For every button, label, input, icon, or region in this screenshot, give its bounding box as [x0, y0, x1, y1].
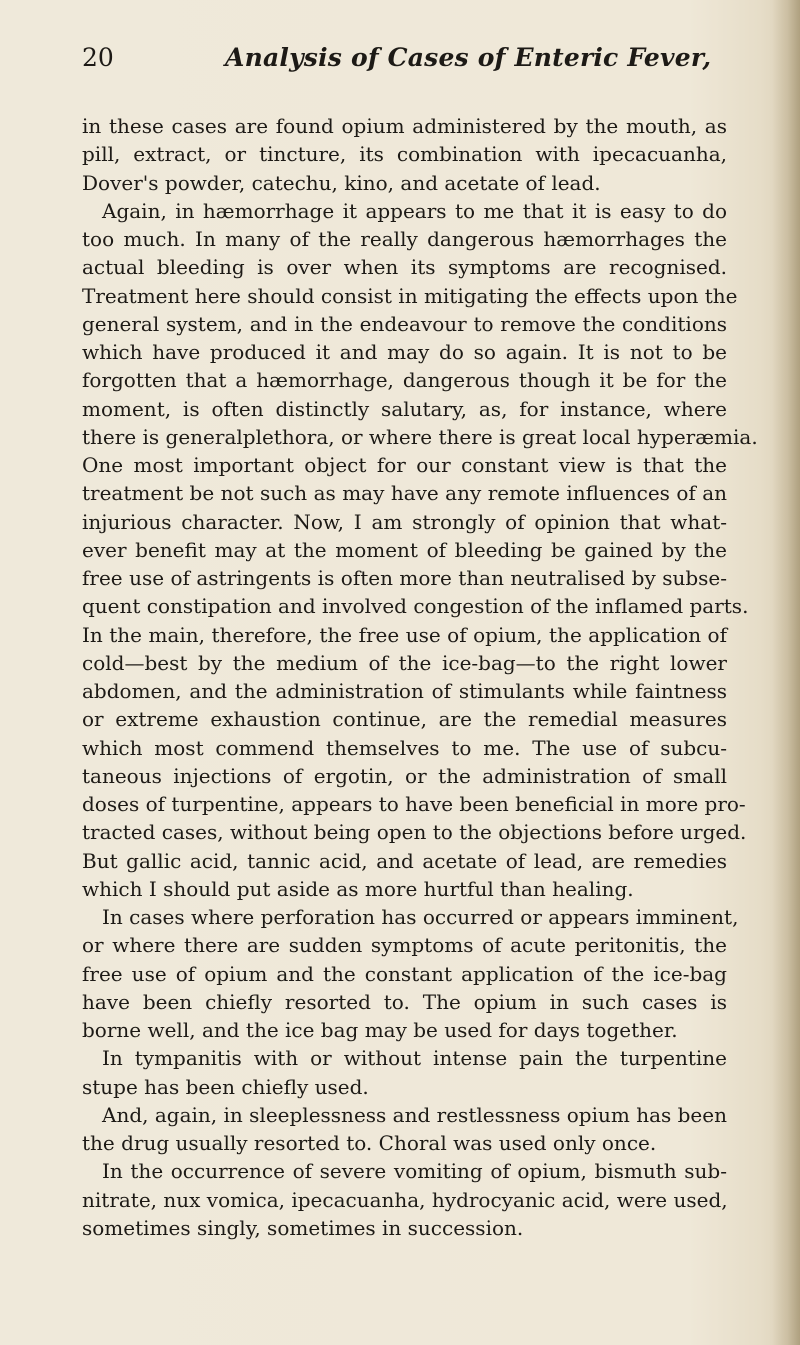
text-line: Again, in hæmorrhage it appears to me that it is easy to do — [102, 198, 727, 223]
text-line: too much. In many of the really dangerous hæmorrhages the — [82, 227, 727, 251]
text-line: Treatment here should consist in mitigating the effects upon the — [82, 283, 738, 308]
text-line: injurious character. Now, I am strongly of opinion that what- — [82, 509, 727, 534]
text-line: taneous injections of ergotin, or the administration of small — [82, 763, 727, 788]
text-line: nitrate, nux vomica, ipecacuanha, hydrocyanic acid, were used, — [82, 1187, 728, 1212]
text-line: treatment be not such as may have any remote influences of an — [82, 481, 727, 506]
text-line: or where there are sudden symptoms of acute peritonitis, the — [82, 933, 727, 958]
text-line: moment, is often distinctly salutary, as, for instance, where — [82, 396, 727, 421]
text-line: One most important object for our constant view is that the — [82, 453, 727, 477]
text-line: free use of astringents is often more than neutralised by subse- — [82, 566, 727, 590]
text-line: In cases where perforation has occurred or appears imminent, — [102, 905, 739, 929]
text-line: there is generalplethora, or where there is great local hyperæmia. — [82, 424, 758, 449]
text-line: abdomen, and the administration of stimulants while faintness — [82, 679, 727, 703]
text-line: in these cases are found opium administered by the mouth, as — [82, 114, 727, 138]
text-line: ever benefit may at the moment of bleeding be gained by the — [82, 537, 727, 562]
page-header — [0, 42, 800, 84]
text-line: forgotten that a hæmorrhage, dangerous though it be for the — [82, 368, 727, 393]
text-line: And, again, in sleeplessness and restlessness opium has been — [102, 1102, 727, 1127]
text-line: general system, and in the endeavour to remove the conditions — [82, 311, 727, 336]
text-line: borne well, and the ice bag may be used for days together. — [82, 1018, 678, 1042]
text-line: quent constipation and involved congestion of the inflamed parts. — [82, 594, 749, 619]
text-line: the drug usually resorted to. Choral was used only once. — [82, 1131, 657, 1155]
text-line: Dover's powder, catechu, kino, and acetate of lead. — [82, 170, 601, 195]
text-line: But gallic acid, tannic acid, and acetate of lead, are remedies — [82, 848, 727, 873]
text-line: stupe has been chiefly used. — [82, 1074, 369, 1099]
text-line: free use of opium and the constant application of the ice-bag — [82, 961, 727, 986]
text-line: which have produced it and may do so again. It is not to be — [82, 340, 727, 364]
body-text — [82, 112, 758, 1242]
text-line: In the main, therefore, the free use of opium, the application of — [82, 622, 727, 647]
text-line: tracted cases, without being open to the objections before urged. — [82, 820, 747, 845]
running-title: Analysis of Cases of Enteric Fever, — [225, 43, 712, 72]
text-line: In the occurrence of severe vomiting of opium, bismuth sub- — [102, 1159, 727, 1184]
page-number: 20 — [82, 43, 114, 72]
text-line: cold—best by the medium of the ice-bag—to the right lower — [82, 650, 727, 675]
text-line: have been chiefly resorted to. The opium in such cases is — [82, 989, 727, 1014]
text-line: which I should put aside as more hurtful than healing. — [82, 876, 634, 901]
text-line: sometimes singly, sometimes in succession. — [82, 1215, 524, 1240]
text-line: In tympanitis with or without intense pain the turpentine — [102, 1046, 727, 1071]
text-line: actual bleeding is over when its symptoms are recognised. — [82, 255, 727, 280]
text-line: doses of turpentine, appears to have been beneficial in more pro- — [82, 792, 746, 816]
page-edge-shadow — [772, 0, 800, 1345]
text-line: which most commend themselves to me. The use of subcu- — [82, 735, 727, 760]
text-line: or extreme exhaustion continue, are the remedial measures — [82, 707, 727, 732]
text-line: pill, extract, or tincture, its combination with ipecacuanha, — [82, 142, 727, 167]
